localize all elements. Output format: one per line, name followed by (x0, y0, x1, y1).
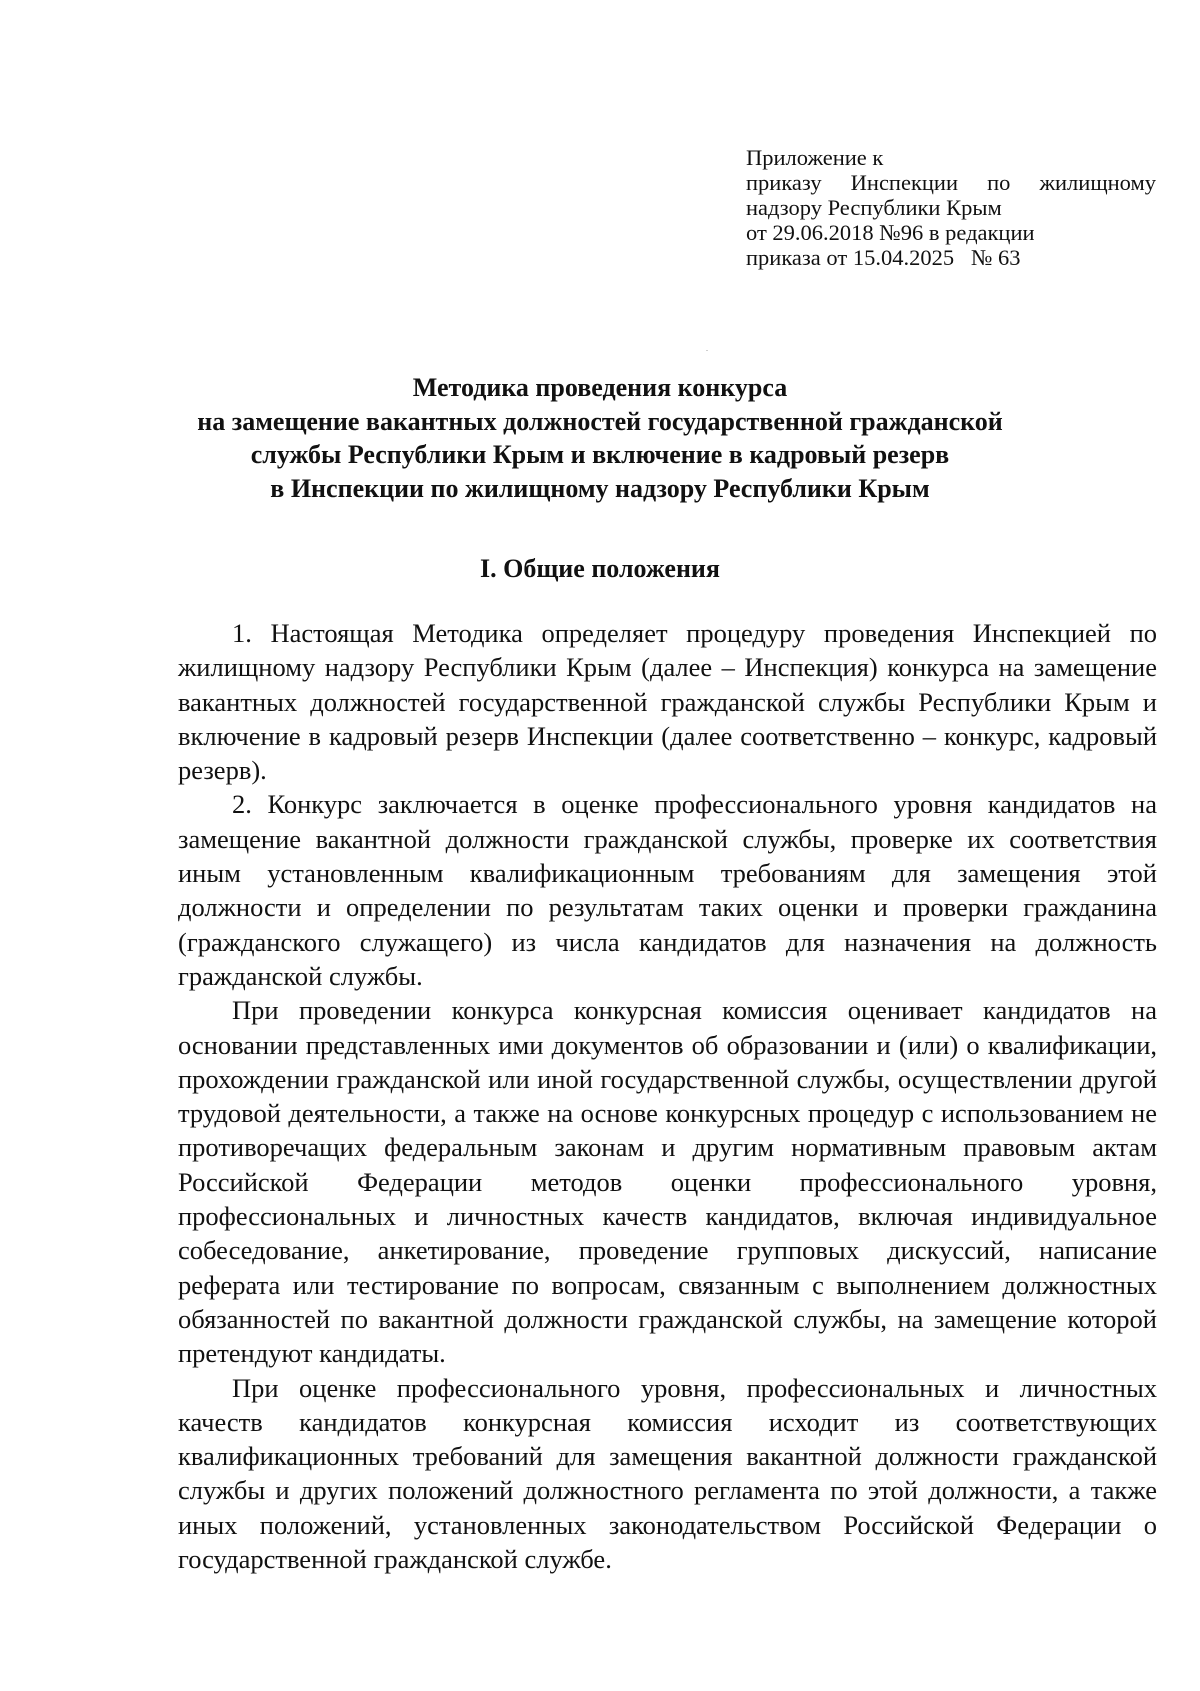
document-body (178, 616, 1157, 1576)
document-title (150, 371, 1050, 505)
appendix-line: от 29.06.2018 №96 в редакции (746, 220, 1035, 245)
paragraph: При проведении конкурса конкурсная комиссия оценивает кандидатов на основании представленных ими документов об образовании и (или) о квалификации, прохождении гражданской или иной государственной службы, осуществлении другой трудовой деятельности, а также на основе конкурсных процедур с использованием не противоречащих федеральным законам и другим нормативным правовым актам Российской Федерации методов оценки профессионального уровня, профессиональных и личностных качеств кандидатов, включая индивидуальное собеседование, анкетирование, проведение групповых дискуссий, написание реферата или тестирование по вопросам, связанным с выполнением должностных обязанностей по вакантной должности гражданской службы, на замещение которой претендуют кандидаты. (178, 995, 1157, 1369)
paragraph: 1. Настоящая Методика определяет процедуру проведения Инспекцией по жилищному надзору Республики Крым (далее – Инспекция) конкурса на замещение вакантных должностей государственной гражданской службы Республики Крым и включение в кадровый резерв Инспекции (далее соответственно – конкурс, кадровый резерв). (178, 618, 1157, 786)
paragraph: При оценке профессионального уровня, профессиональных и личностных качеств кандидатов конкурсная комиссия исходит из соответствующих квалификационных требований для замещения вакантной должности гражданской службы и других положений должностного регламента по этой должности, а также иных положений, установленных законодательством Российской Федерации о государственной гражданской службе. (178, 1372, 1157, 1575)
title-line: в Инспекции по жилищному надзору Республики Крым (270, 473, 930, 503)
appendix-note (746, 145, 1156, 270)
title-line: Методика проведения конкурса (412, 373, 788, 402)
appendix-line: приказа от 15.04.2025 № 63 (746, 245, 1021, 270)
paragraph: 2. Конкурс заключается в оценке профессионального уровня кандидатов на замещение вакантной должности гражданской службы, проверке их соответствия иным установленным квалификационным требованиям для замещения этой должности и определении по результатам таких оценки и проверки гражданина (гражданского служащего) из числа кандидатов для назначения на должность гражданской службы. (178, 789, 1157, 991)
appendix-line: надзору Республики Крым (746, 195, 1002, 220)
scan-speck (706, 350, 708, 351)
title-line: на замещение вакантных должностей государственной гражданской (197, 406, 1003, 436)
appendix-line: приказу Инспекции по жилищному (746, 170, 1156, 195)
title-line: службы Республики Крым и включение в кадровый резерв (250, 440, 950, 469)
section-heading: I. Общие положения (480, 554, 720, 583)
appendix-line: Приложение к (746, 145, 884, 170)
